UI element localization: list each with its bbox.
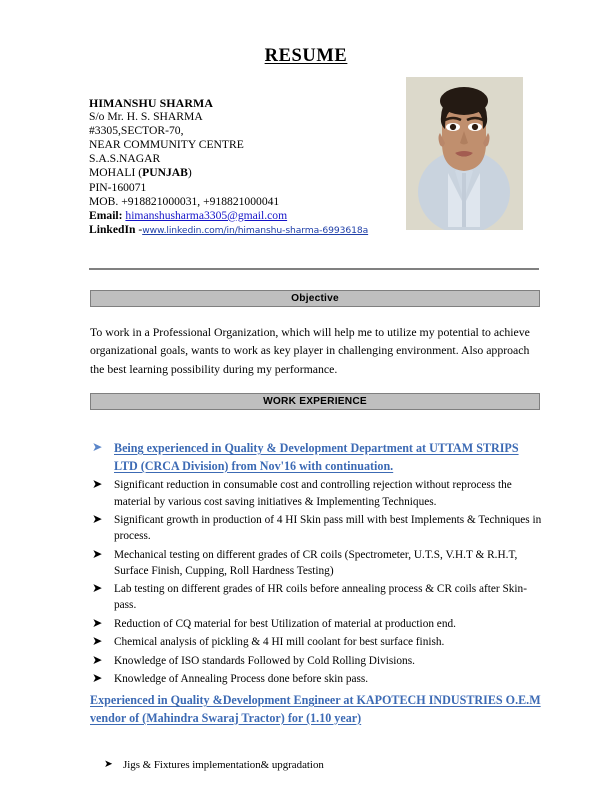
list-item-text: Knowledge of Annealing Process done before skin pass. bbox=[114, 672, 369, 685]
section-header-objective: Objective bbox=[90, 290, 540, 307]
contact-block bbox=[89, 96, 389, 237]
candidate-name: HIMANSHU SHARMA bbox=[89, 96, 214, 110]
father-name: S/o Mr. H. S. SHARMA bbox=[89, 110, 203, 124]
page-title-row bbox=[0, 46, 612, 67]
city-prefix: MOHALI ( bbox=[89, 166, 143, 180]
list-item-text: Significant reduction in consumable cost and controlling rejection without reprocess the material by various cost saving initiatives & Implementing Techniques. bbox=[114, 479, 512, 508]
linkedin-label: LinkedIn bbox=[89, 222, 136, 236]
address-line-1: #3305,SECTOR-70, bbox=[89, 124, 184, 138]
candidate-photo bbox=[406, 77, 523, 230]
list-item-text: Reduction of CQ material for best Utilization of material at production end. bbox=[114, 617, 456, 630]
address-line-3: S.A.S.NAGAR bbox=[89, 152, 161, 166]
list-item-text: Significant growth in production of 4 HI Skin pass mill with best Implements & Techniques in process. bbox=[114, 513, 542, 543]
city-state: PUNJAB bbox=[142, 166, 188, 180]
work-experience-list bbox=[90, 440, 542, 689]
list-item bbox=[90, 671, 542, 687]
section-header-work-experience: WORK EXPERIENCE bbox=[90, 393, 540, 410]
address-city bbox=[89, 166, 389, 180]
list-item bbox=[90, 547, 542, 579]
address-line-2: NEAR COMMUNITY CENTRE bbox=[89, 138, 244, 152]
photo-illustration bbox=[406, 77, 523, 230]
email-link[interactable]: himanshusharma3305@gmail.com bbox=[125, 208, 288, 222]
arrow-bullet-icon: ➤ bbox=[92, 580, 103, 596]
job-headline-1-text: Being experienced in Quality & Development Department at UTTAM STRIPS LTD (CRCA Division) from Nov'16 with continuation. bbox=[114, 441, 519, 473]
arrow-bullet-icon: ➤ bbox=[92, 476, 103, 492]
list-item-text: Mechanical testing on different grades of CR coils (Spectrometer, U.T.S, V.H.T & R.H.T, Surface Finish, Cupping, Roll Hardness Testing) bbox=[114, 548, 518, 577]
list-item bbox=[90, 757, 542, 773]
list-item bbox=[90, 512, 542, 544]
objective-text: To work in a Professional Organization, which will help me to utilize my potential to achieve organizational goals, wants to work as key player in challenging environment. Also approach the best learning possibility during my performance. bbox=[90, 325, 530, 376]
arrow-bullet-icon: ➤ bbox=[92, 545, 103, 561]
linkedin-link[interactable]: www.linkedin.com/in/himanshu-sharma-6993618a bbox=[142, 224, 369, 236]
job2-list bbox=[90, 757, 542, 775]
list-item bbox=[90, 653, 542, 669]
arrow-bullet-icon: ➤ bbox=[92, 651, 103, 667]
list-item-text: Knowledge of ISO standards Followed by Cold Rolling Divisions. bbox=[114, 654, 415, 667]
list-item bbox=[90, 581, 542, 613]
linkedin-dash: - bbox=[138, 222, 143, 236]
arrow-bullet-icon: ➤ bbox=[92, 669, 103, 685]
arrow-bullet-icon: ➤ bbox=[92, 439, 103, 454]
email-row bbox=[89, 209, 389, 223]
list-item bbox=[90, 477, 542, 509]
linkedin-row bbox=[89, 223, 389, 237]
arrow-bullet-icon: ➤ bbox=[104, 758, 113, 770]
email-label: Email: bbox=[89, 208, 123, 222]
list-item bbox=[90, 634, 542, 650]
list-item-text: Chemical analysis of pickling & 4 HI mill coolant for best surface finish. bbox=[114, 636, 445, 649]
header-divider bbox=[89, 268, 539, 270]
mobile-numbers: MOB. +918821000031, +918821000041 bbox=[89, 194, 280, 208]
job-headline-2: Experienced in Quality &Development Engineer at KAPOTECH INDUSTRIES O.E.M vendor of (Mahindra Swaraj Tractor) for (1.10 year) bbox=[90, 693, 541, 725]
city-suffix: ) bbox=[187, 166, 192, 180]
arrow-bullet-icon: ➤ bbox=[92, 614, 103, 630]
arrow-bullet-icon: ➤ bbox=[92, 510, 103, 526]
job-headline-1 bbox=[90, 440, 542, 475]
list-item-text: Jigs & Fixtures implementation& upgradation bbox=[123, 759, 324, 771]
arrow-bullet-icon: ➤ bbox=[92, 633, 103, 649]
list-item bbox=[90, 616, 542, 632]
postal-code: PIN-160071 bbox=[89, 180, 147, 194]
page-title: RESUME bbox=[264, 46, 348, 66]
list-item-text: Lab testing on different grades of HR coils before annealing process & CR coils after Skin-pass. bbox=[114, 583, 527, 612]
